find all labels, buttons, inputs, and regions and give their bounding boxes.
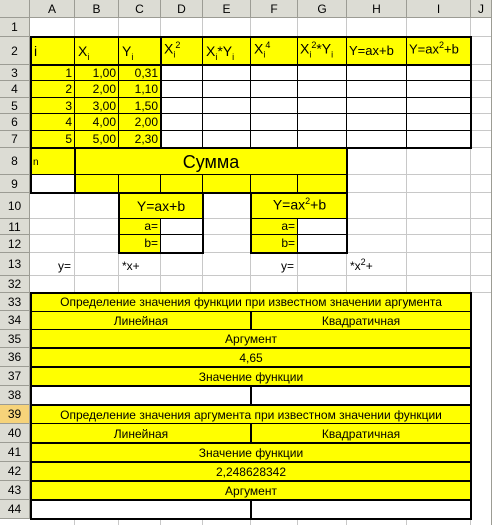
section-border bbox=[250, 500, 252, 519]
section2-linear-label: Линейная bbox=[113, 427, 169, 441]
section1-quadratic-label: Квадратичная bbox=[321, 314, 401, 328]
row-header-34[interactable]: 34 bbox=[0, 311, 30, 330]
table-border bbox=[160, 175, 161, 193]
header-xi: $X_i$ bbox=[78, 43, 90, 62]
cell-y[interactable]: 1,50 bbox=[134, 99, 158, 113]
table-border bbox=[74, 36, 75, 149]
table-border bbox=[30, 147, 32, 194]
linear-b-label: b= bbox=[144, 236, 158, 250]
table-border bbox=[202, 36, 203, 149]
section1-result-label: Значение функции bbox=[198, 370, 304, 384]
table-border bbox=[250, 36, 251, 149]
column-header-j[interactable]: J bbox=[471, 0, 492, 18]
table-border bbox=[297, 36, 298, 149]
box-border bbox=[160, 218, 161, 254]
header-quadratic: $Y=ax^2+b$ bbox=[409, 40, 459, 57]
box-border bbox=[297, 218, 298, 254]
section-border bbox=[30, 292, 472, 294]
quad-equation-y: y= bbox=[281, 259, 295, 273]
cell-i[interactable]: 5 bbox=[65, 132, 72, 146]
section1-linear-label: Линейная bbox=[113, 314, 169, 328]
cell-y[interactable]: 0,31 bbox=[134, 66, 158, 80]
section-border bbox=[30, 461, 472, 463]
box-border bbox=[250, 192, 348, 194]
row-header-40[interactable]: 40 bbox=[0, 424, 30, 443]
cell-y[interactable]: 1,10 bbox=[134, 82, 158, 96]
section-border bbox=[30, 366, 472, 368]
box-border bbox=[118, 252, 204, 254]
section2-result-label: Аргумент bbox=[225, 484, 277, 498]
header-xi4: $X_i^4$ bbox=[254, 40, 271, 60]
header-xiyi: $X_i*Y_i$ bbox=[206, 43, 235, 62]
cell-y[interactable]: 2,30 bbox=[134, 132, 158, 146]
quad-b-label: b= bbox=[281, 236, 295, 250]
cell-i[interactable]: 2 bbox=[65, 82, 72, 96]
table-border bbox=[118, 36, 119, 149]
row-header-7[interactable]: 7 bbox=[0, 131, 30, 148]
box-border bbox=[202, 192, 204, 254]
row-header-13[interactable]: 13 bbox=[0, 253, 30, 276]
sum-row9-fill bbox=[75, 175, 347, 193]
cell-x[interactable]: 3,00 bbox=[92, 99, 116, 113]
gridline bbox=[30, 275, 492, 276]
section2-quadratic-label: Квадратичная bbox=[321, 427, 401, 441]
row-header-9[interactable]: 9 bbox=[0, 175, 30, 193]
table-border bbox=[346, 147, 348, 194]
row-header-37[interactable]: 37 bbox=[0, 367, 30, 386]
section2-value[interactable]: 2,248628342 bbox=[215, 465, 287, 479]
linear-box-title: Y=ax+b bbox=[136, 198, 186, 214]
section-border bbox=[470, 292, 472, 406]
sum-title: Сумма bbox=[182, 152, 240, 172]
section2-title: Определение значения аргумента при известном значении функции bbox=[60, 408, 442, 422]
row-header-38[interactable]: 38 bbox=[0, 386, 30, 405]
row-header-6[interactable]: 6 bbox=[0, 114, 30, 131]
cell-i[interactable]: 4 bbox=[65, 115, 72, 129]
table-border bbox=[250, 175, 251, 193]
cell-i[interactable]: 1 bbox=[65, 66, 72, 80]
table-border bbox=[160, 36, 162, 149]
row-header-44[interactable]: 44 bbox=[0, 500, 30, 519]
box-border bbox=[118, 192, 204, 194]
computed-area bbox=[161, 66, 470, 147]
row-header-36[interactable]: 36 bbox=[0, 348, 30, 367]
section-border bbox=[30, 347, 472, 349]
quad-box-title: $Y=ax^2+b$ bbox=[272, 196, 327, 213]
row-header-35[interactable]: 35 bbox=[0, 330, 30, 348]
cell-x[interactable]: 5,00 bbox=[92, 132, 116, 146]
row-header-33[interactable]: 33 bbox=[0, 293, 30, 311]
table-border bbox=[30, 174, 348, 175]
column-header-e[interactable]: E bbox=[203, 0, 251, 18]
linear-a-label: a= bbox=[144, 219, 158, 233]
section-border bbox=[30, 480, 472, 482]
box-border bbox=[250, 252, 348, 254]
column-header-c[interactable]: C bbox=[119, 0, 161, 18]
box-border bbox=[118, 234, 204, 235]
header-xi2yi: $X_i^2*Y_i$ bbox=[300, 40, 334, 60]
row-header-1[interactable]: 1 bbox=[0, 18, 30, 37]
table-border bbox=[470, 36, 472, 149]
cell-x[interactable]: 4,00 bbox=[92, 115, 116, 129]
linear-equation-y: y= bbox=[58, 259, 72, 273]
row-header-32[interactable]: 32 bbox=[0, 276, 30, 293]
row-header-4[interactable]: 4 bbox=[0, 81, 30, 98]
row-header-12[interactable]: 12 bbox=[0, 235, 30, 253]
row-header-2[interactable]: 2 bbox=[0, 37, 30, 65]
row-header-41[interactable]: 41 bbox=[0, 443, 30, 462]
cell-x[interactable]: 1,00 bbox=[92, 66, 116, 80]
quad-equation-x: $*x^2+$ bbox=[350, 257, 373, 273]
select-all-corner[interactable] bbox=[0, 0, 30, 18]
section1-argument-label: Аргумент bbox=[225, 332, 277, 346]
column-header-g[interactable]: G bbox=[298, 0, 347, 18]
section1-argument-value[interactable]: 4,65 bbox=[239, 351, 263, 365]
cell-i[interactable]: 3 bbox=[65, 99, 72, 113]
table-border bbox=[297, 175, 298, 193]
linear-equation-x: *x+ bbox=[122, 259, 140, 273]
row-header-5[interactable]: 5 bbox=[0, 98, 30, 114]
column-header-i[interactable]: I bbox=[407, 0, 471, 18]
header-i: i bbox=[34, 43, 38, 59]
cell-y[interactable]: 2,00 bbox=[134, 115, 158, 129]
row-header-42[interactable]: 42 bbox=[0, 462, 30, 481]
row-header-10[interactable]: 10 bbox=[0, 193, 30, 219]
column-header-a[interactable]: A bbox=[30, 0, 75, 18]
cell-x[interactable]: 2,00 bbox=[92, 82, 116, 96]
column-header-b[interactable]: B bbox=[75, 0, 119, 18]
table-border bbox=[202, 175, 203, 193]
section1-title: Определение значения функции при известном значении аргумента bbox=[60, 295, 442, 309]
quad-coeff-values bbox=[298, 219, 347, 252]
header-xi2: $X_i^2$ bbox=[164, 40, 181, 60]
table-border bbox=[346, 36, 347, 149]
section-border bbox=[470, 404, 472, 520]
column-header-f[interactable]: F bbox=[251, 0, 298, 18]
row-header-8[interactable]: 8 bbox=[0, 148, 30, 175]
column-header-h[interactable]: H bbox=[347, 0, 407, 18]
table-border bbox=[406, 36, 407, 149]
row-header-39[interactable]: 39 bbox=[0, 405, 30, 424]
header-yi: $Y_i$ bbox=[122, 43, 134, 62]
section2-value-label: Значение функции bbox=[198, 446, 304, 460]
row-header-3[interactable]: 3 bbox=[0, 65, 30, 81]
box-border bbox=[250, 234, 348, 235]
section-border bbox=[30, 292, 32, 406]
row-header-43[interactable]: 43 bbox=[0, 481, 30, 500]
quad-a-label: a= bbox=[281, 219, 295, 233]
table-border bbox=[118, 175, 119, 193]
table-border bbox=[30, 147, 348, 149]
n-label: n bbox=[33, 157, 39, 168]
header-linear: Y=ax+b bbox=[349, 43, 394, 58]
section-border bbox=[250, 386, 252, 405]
row-header-11[interactable]: 11 bbox=[0, 219, 30, 235]
column-header-d[interactable]: D bbox=[161, 0, 203, 18]
linear-coeff-values bbox=[161, 219, 202, 252]
